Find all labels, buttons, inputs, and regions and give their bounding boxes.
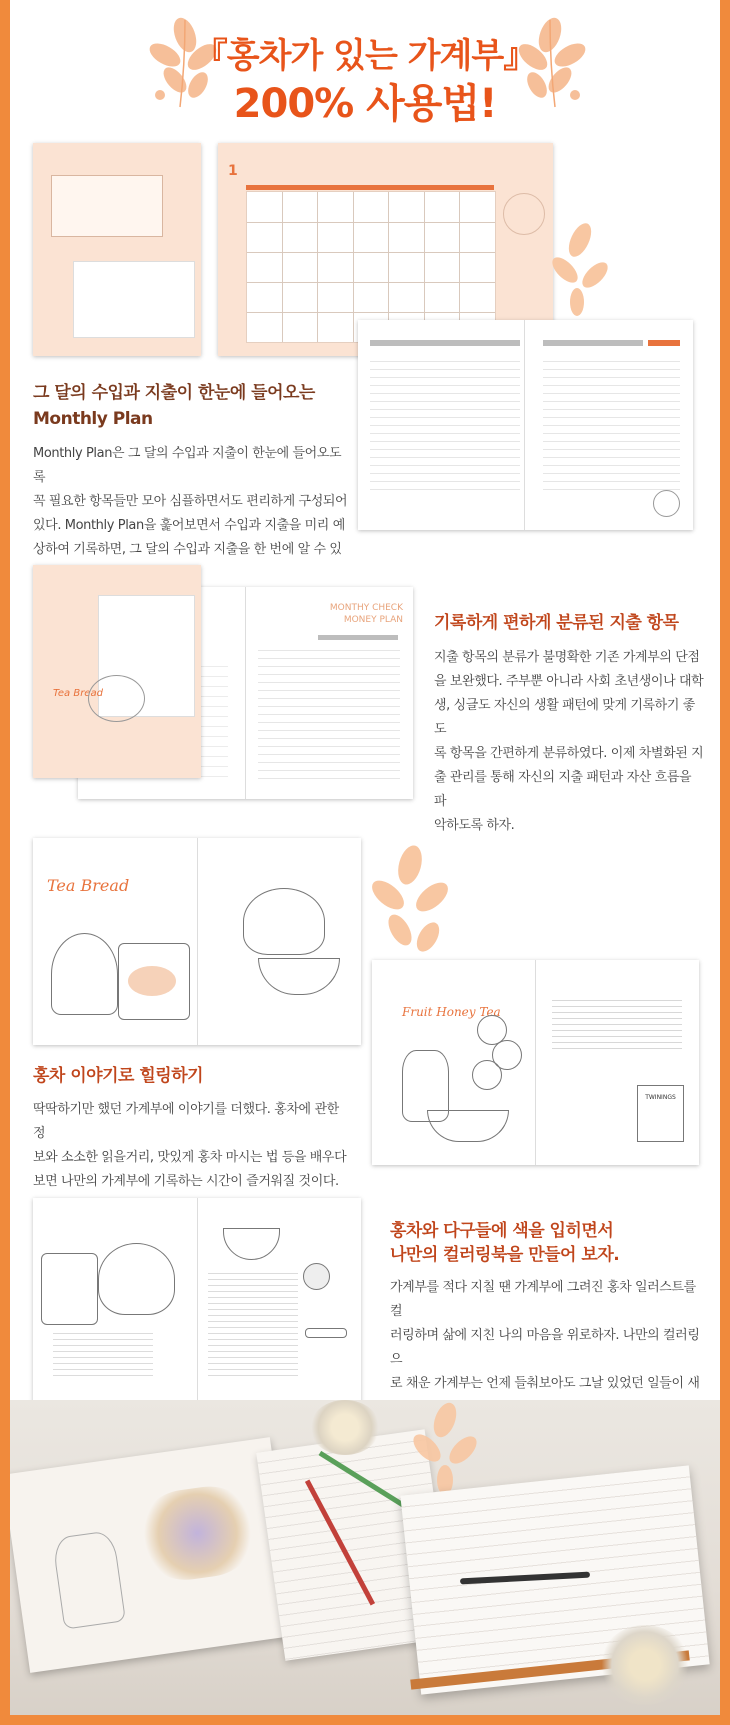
section2-body: [434, 646, 704, 838]
coloring-spread: [33, 1198, 361, 1406]
section2-body-line: 출 관리를 통해 자신의 지출 패턴과 자산 흐름을 파: [434, 770, 692, 809]
section4-heading-line2: 나만의 컬러링북을 만들어 보자.: [390, 1245, 620, 1265]
section3-body: [33, 1098, 353, 1194]
section4-body-line: 러링하며 삶에 지친 나의 마음을 위로하자. 나만의 컬러링으: [390, 1328, 700, 1367]
section2-heading: 기록하게 편하게 분류된 지출 항목: [434, 613, 679, 633]
section2-body-line: 을 보완했다. 주부뿐 아니라 사회 초년생이나 대학: [434, 674, 704, 689]
section3-body-line: 딱딱하기만 했던 가계부에 이야기를 더했다. 홍차에 관한 정: [33, 1102, 339, 1141]
section1-body-line: 상하여 기록하면, 그 달의 수입과 지출을 한 번에 알 수 있: [33, 542, 342, 557]
section2-body-line: 생, 싱글도 자신의 생활 패턴에 맞게 기록하기 좋도: [434, 698, 695, 737]
leaf-ornament-section1: [545, 220, 615, 320]
leaf-ornament-section3: [360, 845, 460, 960]
page-title-line2: 200% 사용법!: [233, 81, 497, 127]
money-plan-title-2: MONEY PLAN: [343, 615, 403, 625]
product-photo: [10, 1400, 720, 1715]
section3-body-line: 보면 나만의 가계부에 기록하는 시간이 즐거워질 것이다.: [33, 1174, 339, 1189]
section1-body-line: 꼭 필요한 항목들만 모아 심플하면서도 편리하게 구성되어: [33, 494, 348, 509]
section2-body-line: 악하도록 하자.: [434, 818, 515, 833]
fruit-tea-title: Fruit Honey Tea: [402, 1005, 501, 1019]
leaf-ornament-photo: [405, 1400, 485, 1500]
section4-body-line: 로 채운 가계부는 언제 들춰보아도 그날 있었던 일들이 새: [390, 1376, 700, 1391]
section2-body-line: 지출 항목의 분류가 불명확한 기존 가계부의 단점: [434, 650, 700, 665]
money-plan-peach-page: [33, 565, 201, 778]
money-plan-title-1: MONTHY CHECK: [329, 603, 403, 613]
section3-body-line: 보와 소소한 읽을거리, 맛있게 홍차 마시는 법 등을 배우다: [33, 1150, 347, 1165]
section3-heading: 홍차 이야기로 힐링하기: [33, 1066, 204, 1086]
open-book-left: [10, 1437, 298, 1673]
section4-heading-line1: 홍차와 다구들에 색을 입히면서: [390, 1221, 614, 1241]
tea-bread-spread: [33, 838, 361, 1045]
month-number: 1: [228, 163, 238, 179]
tea-bread-title: Tea Bread: [47, 876, 130, 895]
section4-body-line: 가계부를 적다 지칠 땐 가계부에 그려진 홍차 일러스트를 컬: [390, 1280, 696, 1319]
monthly-plan-page-small: [33, 143, 201, 356]
section1-body-line: Monthly Plan은 그 달의 수입과 지출이 한눈에 들어오도록: [33, 446, 342, 485]
fruit-tea-spread: [372, 960, 699, 1165]
section1-heading-line2: Monthly Plan: [33, 409, 153, 429]
monthly-plan-ledger-page: [358, 320, 693, 530]
tea-bread-script: Tea Bread: [53, 688, 103, 699]
section1-body-line: 있다. Monthly Plan을 훑어보면서 수입과 지출을 미리 예: [33, 518, 345, 533]
twinings-label: TWININGS: [645, 1094, 676, 1101]
tea-glass: [600, 1625, 690, 1705]
section1-heading-line1: 그 달의 수입과 지출이 한눈에 들어오는: [33, 383, 315, 403]
glass-cup: [310, 1400, 380, 1455]
page-title-line1: 『홍차가 있는 가계부』: [193, 36, 537, 76]
section2-body-line: 록 항목을 간편하게 분류하였다. 이제 차별화된 지: [434, 746, 704, 761]
